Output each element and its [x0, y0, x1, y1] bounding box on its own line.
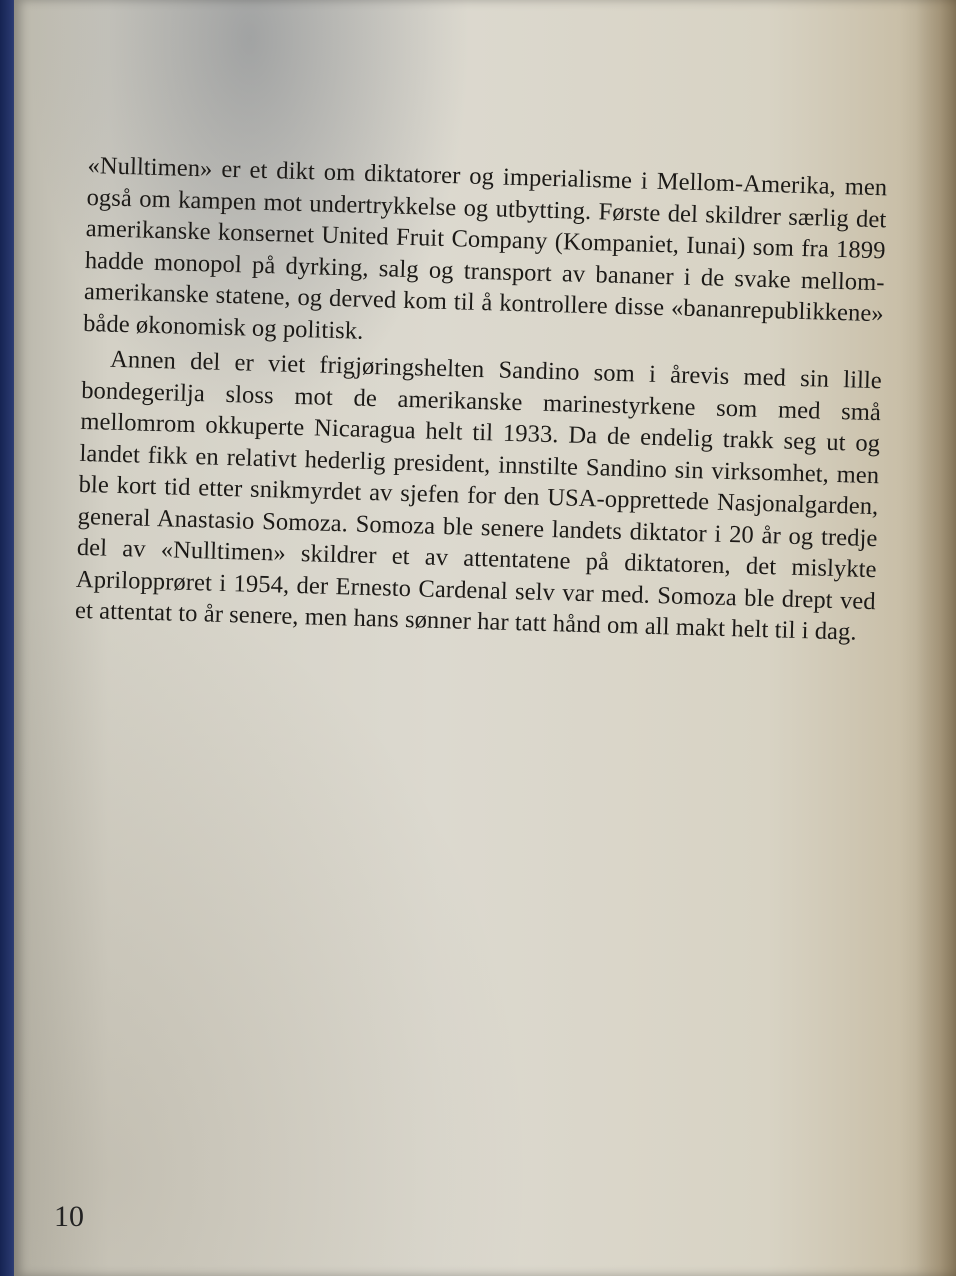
- paragraph-2: Annen del er viet frigjøringshelten Sandino som i årevis med sin lille bondegerilja sloss mot de amerikanske marinestyrkene som med små mellomrom okkuperte Nicaragua helt til 1933. Da de endelig trakk seg ut og landet fikk en relativt hederlig president, innstilte Sandino sin virksomhet, men ble kort tid etter snikmyrdet av sjefen for den USA-opprettede Nasjonalgarden, general Anastasio Somoza. Somoza ble senere landets diktator i 20 år og tredje del av «Nulltimen» skildrer et av attentatene på diktatoren, det mislykte Aprilopprøret i 1954, der Ernesto Cardenal selv var med. Somoza ble drept ved et attentat to år senere, men hans sønner har tatt hånd om all makt helt til i dag.: [74, 345, 883, 646]
- body-text: [75, 150, 888, 649]
- book-page: [14, 0, 956, 1276]
- paragraph-1: «Nulltimen» er et dikt om diktatorer og imperialisme i Mellom-Amerika, men også om kampen mot undertrykkelse og utbytting. Første del skildrer særlig det amerikanske konsernet United Fruit Company (Kompaniet, Iunai) som fra 1899 hadde monopol på dyrking, salg og transport av bananer i de svake mellom-amerikanske statene, og derved kom til å kontrollere disse «bananrepublikkene» både økonomisk og politisk.: [82, 151, 888, 345]
- page-number: 10: [54, 1200, 84, 1233]
- page-gutter-shadow: [916, 0, 956, 1276]
